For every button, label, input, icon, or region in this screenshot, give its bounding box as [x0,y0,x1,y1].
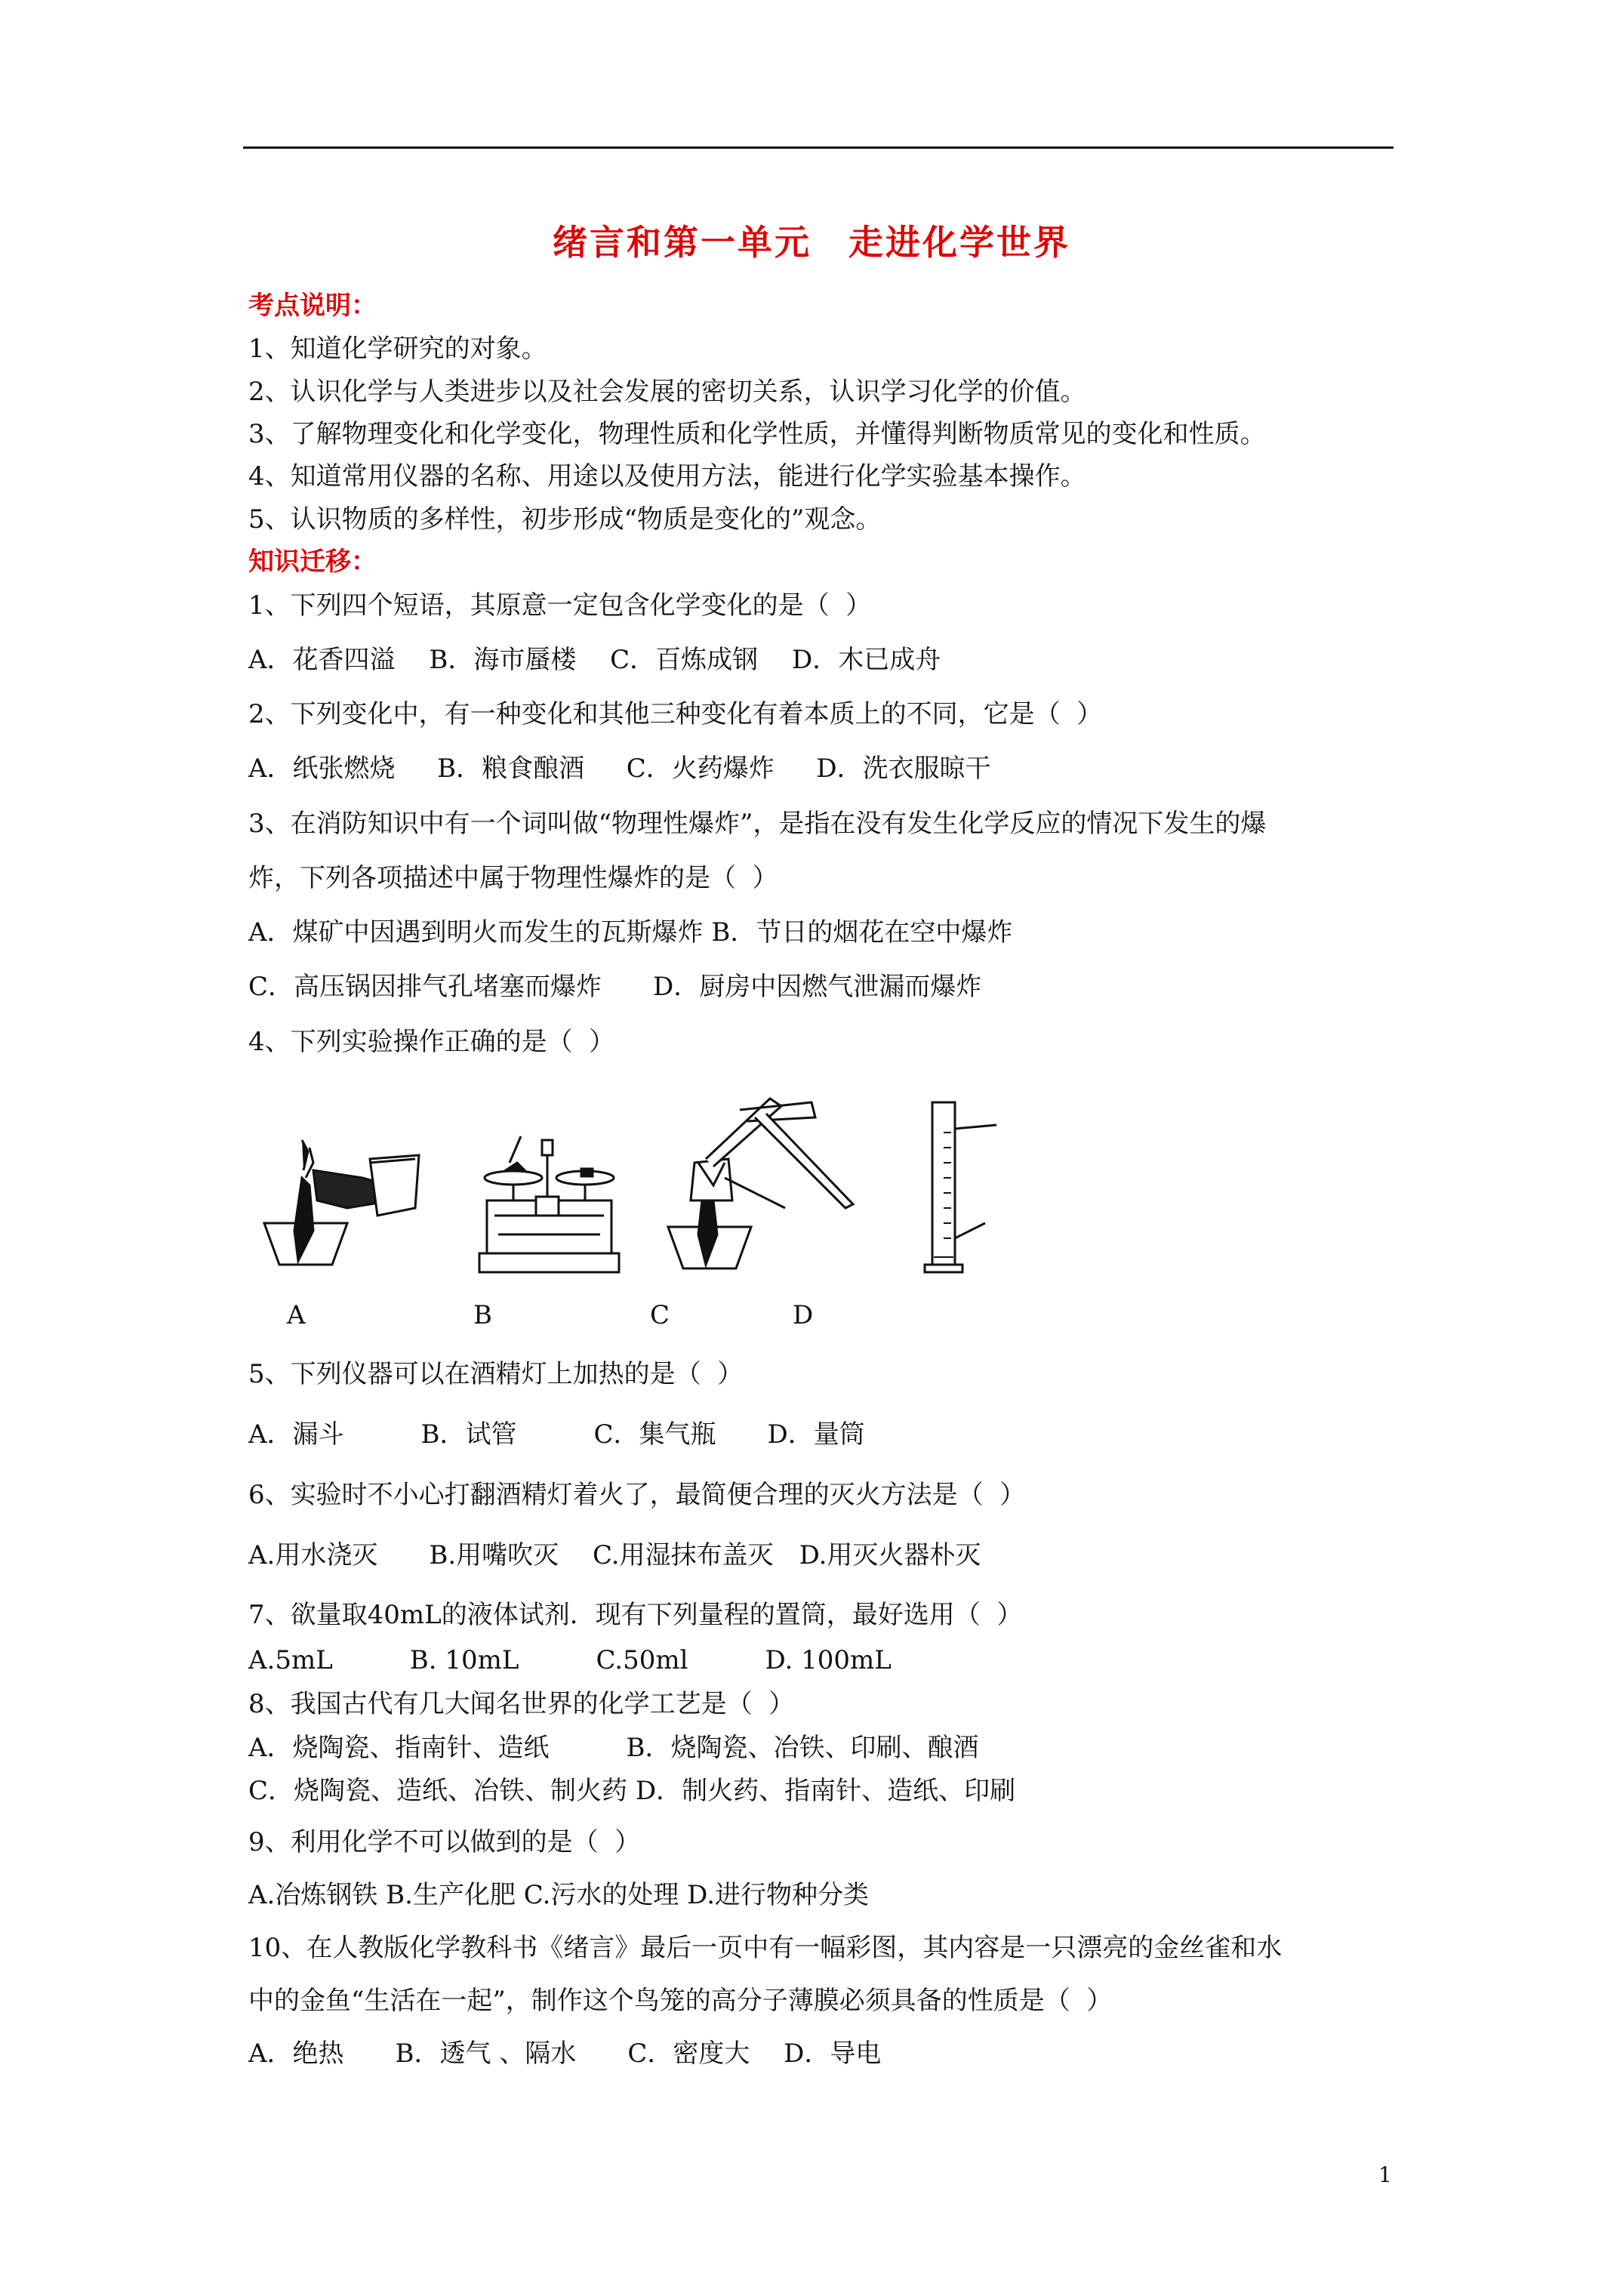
question-3: 3、在消防知识中有一个词叫做“物理性爆炸”，是指在没有发生化学反应的情况下发生的爆 [248,809,1267,839]
page-number: 1 [1378,2162,1392,2187]
page-title: 绪言和第一单元 走进化学世界 [553,222,1070,263]
question-9-options: A.冶炼钢铁 B.生产化肥 C.污水的处理 D.进行物种分类 [248,1880,870,1910]
figure-label-b: B [473,1300,492,1330]
section-heading-points: 考点说明： [248,291,377,321]
question-10: 10、在人教版化学教科书《绪言》最后一页中有一幅彩图，其内容是一只漂亮的金丝雀和水 [248,1933,1283,1963]
question-5-options: A．漏斗 B．试管 C．集气瓶 D．量筒 [248,1419,865,1450]
question-5: 5、下列仪器可以在酒精灯上加热的是（ ） [248,1359,744,1389]
question-4: 4、下列实验操作正确的是（ ） [248,1027,615,1057]
question-10-cont: 中的金鱼“生活在一起”，制作这个鸟笼的高分子薄膜必须具备的性质是（ ） [248,1986,1113,2016]
point-item: 4、知道常用仪器的名称、用途以及使用方法，能进行化学实验基本操作。 [248,461,1086,492]
point-item: 3、了解物理变化和化学变化，物理性质和化学性质，并懂得判断物质常见的变化和性质。 [248,419,1266,449]
question-1-options: A．花香四溢 B．海市蜃楼 C．百炼成钢 D．木已成舟 [248,645,941,675]
question-3-options-cd: C．高压锅因排气孔堵塞而爆炸 D．厨房中因燃气泄漏而爆炸 [248,972,982,1002]
question-10-options: A．绝热 B．透气 、隔水 C．密度大 D．导电 [248,2039,882,2069]
figure-b-balance [479,1136,619,1272]
question-8: 8、我国古代有几大闻名世界的化学工艺是（ ） [248,1689,795,1719]
question-6: 6、实验时不小心打翻酒精灯着火了，最简便合理的灭火方法是（ ） [248,1480,1026,1510]
figure-label-a: A [287,1300,306,1330]
point-item: 2、认识化学与人类进步以及社会发展的密切关系，认识学习化学的价值。 [248,377,1086,407]
figure-label-c: C [650,1300,670,1330]
header-rule [243,146,1394,149]
question-7-options: A.5mL B. 10mL C.50ml D. 100mL [248,1645,892,1675]
experiment-figures [257,1087,1057,1284]
question-3-cont: 炸，下列各项描述中属于物理性爆炸的是（ ） [248,863,778,893]
figure-c-heating-test-tube [668,1099,853,1268]
question-8-options-ab: A．烧陶瓷、指南针、造纸 B．烧陶瓷、冶铁、印刷、酿酒 [248,1733,979,1763]
question-1: 1、下列四个短语，其原意一定包含化学变化的是（ ） [248,590,872,621]
question-9: 9、利用化学不可以做到的是（ ） [248,1827,641,1857]
question-8-options-cd: C．烧陶瓷、造纸、冶铁、制火药 D．制火药、指南针、造纸、印刷 [248,1776,1016,1806]
question-2-options: A．纸张燃烧 B．粮食酿酒 C．火药爆炸 D．洗衣服晾干 [248,754,991,784]
question-6-options: A.用水浇灭 B.用嘴吹灭 C.用湿抹布盖灭 D.用灭火器朴灭 [248,1540,981,1570]
figure-a-alcohol-lamp-lighting [264,1140,419,1265]
figure-label-d: D [793,1300,814,1330]
point-item: 1、知道化学研究的对象。 [248,334,547,364]
question-7: 7、欲量取40mL的液体试剂．现有下列量程的置筒，最好选用（ ） [248,1600,1023,1630]
question-3-options-ab: A．煤矿中因遇到明火而发生的瓦斯爆炸 B．节日的烟花在空中爆炸 [248,917,1013,948]
point-item: 5、认识物质的多样性，初步形成“物质是变化的”观念。 [248,504,882,535]
question-2: 2、下列变化中，有一种变化和其他三种变化有着本质上的不同，它是（ ） [248,699,1103,729]
section-heading-transfer: 知识迁移： [248,547,377,577]
figure-d-graduated-cylinder [925,1102,996,1272]
